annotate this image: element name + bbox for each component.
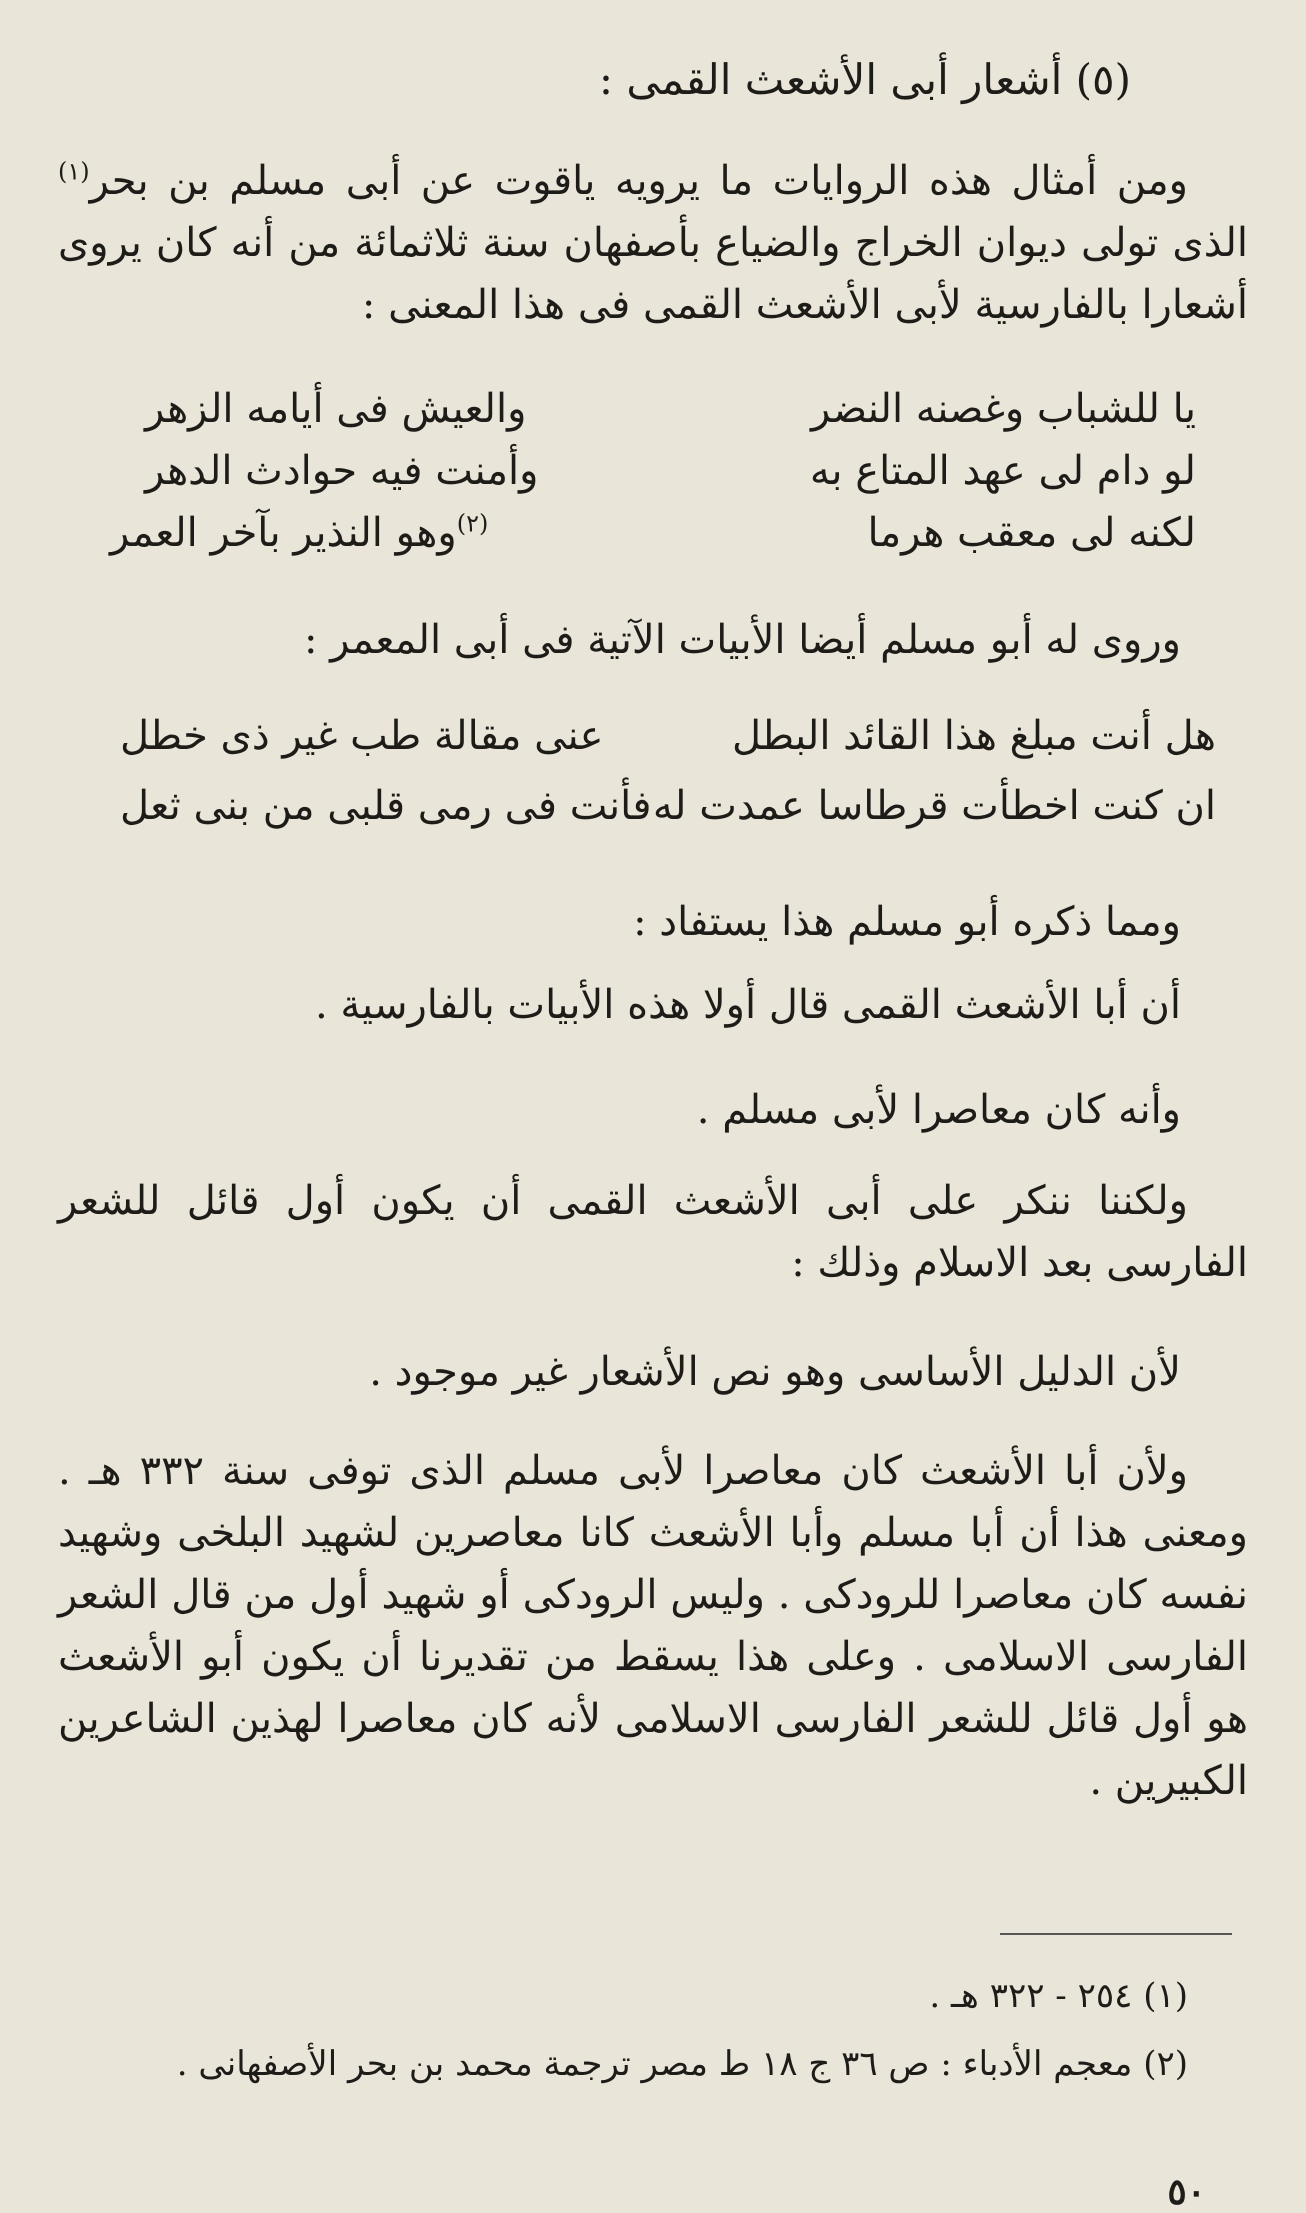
footnote-divider — [1000, 1933, 1232, 1935]
deduction-item-1: أن أبا الأشعث القمى قال أولا هذه الأبيات بالفارسية . — [315, 982, 1181, 1028]
poem1-verse-2-right: لو دام لى عهد المتاع به — [809, 448, 1196, 494]
reason-2-paragraph — [58, 1440, 1248, 1812]
poem2-verse-1-right: هل أنت مبلغ هذا القائد البطل — [731, 713, 1216, 759]
poem1-verse-2-left: وأمنت فيه حوادث الدهر — [145, 448, 539, 494]
poem2-verse-2-right: ان كنت اخطأت قرطاسا عمدت له — [652, 783, 1216, 829]
deduction-item-2: وأنه كان معاصرا لأبى مسلم . — [696, 1087, 1181, 1133]
poem2-verse-2-left: فأنت فى رمى قلبى من بنى ثعل — [120, 783, 652, 829]
footnote-1: (١) ٢٥٤ - ٣٢٢ هـ . — [929, 1976, 1188, 2016]
poem1-verse-1-left: والعيش فى أيامه الزهر — [145, 386, 527, 432]
poem1-verse-3-right: لكنه لى معقب هرما — [867, 510, 1196, 556]
objection-paragraph — [58, 1170, 1248, 1294]
intro-text: ومن أمثال هذه الروايات ما يرويه ياقوت عن أبى مسلم بن بحر — [89, 158, 1188, 204]
footnote-2: (٢) معجم الأدباء : ص ٣٦ ج ١٨ ط مصر ترجمة محمد بن بحر الأصفهانى . — [176, 2044, 1188, 2084]
deduction-intro: ومما ذكره أبو مسلم هذا يستفاد : — [633, 899, 1181, 945]
intro-paragraph — [58, 150, 1248, 336]
reason-1: لأن الدليل الأساسى وهو نص الأشعار غير موجود . — [369, 1349, 1181, 1395]
narration-line: وروى له أبو مسلم أيضا الأبيات الآتية فى أبى المعمر : — [303, 617, 1181, 663]
poem1-verse-1-right: يا للشباب وغصنه النضر — [810, 386, 1196, 432]
footnote-mark-2: (٢) — [456, 509, 489, 538]
reason-2-text: ولأن أبا الأشعث كان معاصرا لأبى مسلم الذى توفى سنة ٣٣٢ هـ . ومعنى هذا أن أبا مسلم وأبا الأشعث كانا معاصرين لشهيد البلخى وشهيد نفسه كان معاصرا للرودكى . وليس الرودكى أو شهيد أول من قال الشعر الفارسى الاسلامى . وعلى هذا يسقط من تقديرنا أن يكون أبو الأشعث هو أول قائل للشعر الفارسى الاسلامى لأنه كان معاصرا لهذين الشاعرين الكبيرين . — [58, 1448, 1248, 1804]
footnote-mark-1: (١) — [58, 157, 90, 186]
intro-continuation: الذى تولى ديوان الخراج والضياع بأصفهان سنة ثلاثمائة من أنه كان يروى أشعارا بالفارسية لأبى الأشعث القمى فى هذا المعنى : — [58, 220, 1248, 328]
poem1-verse-3-left — [110, 502, 488, 564]
objection-text: ولكننا ننكر على أبى الأشعث القمى أن يكون أول قائل للشعر الفارسى بعد الاسلام وذلك : — [58, 1178, 1248, 1286]
page-number: ٥٠ — [1167, 2171, 1206, 2213]
poem1-verse-3-left-text: وهو النذير بآخر العمر — [110, 510, 457, 556]
poem2-verse-1-left: عنى مقالة طب غير ذى خطل — [120, 713, 604, 759]
section-heading: (٥) أشعار أبى الأشعث القمى : — [598, 55, 1131, 104]
